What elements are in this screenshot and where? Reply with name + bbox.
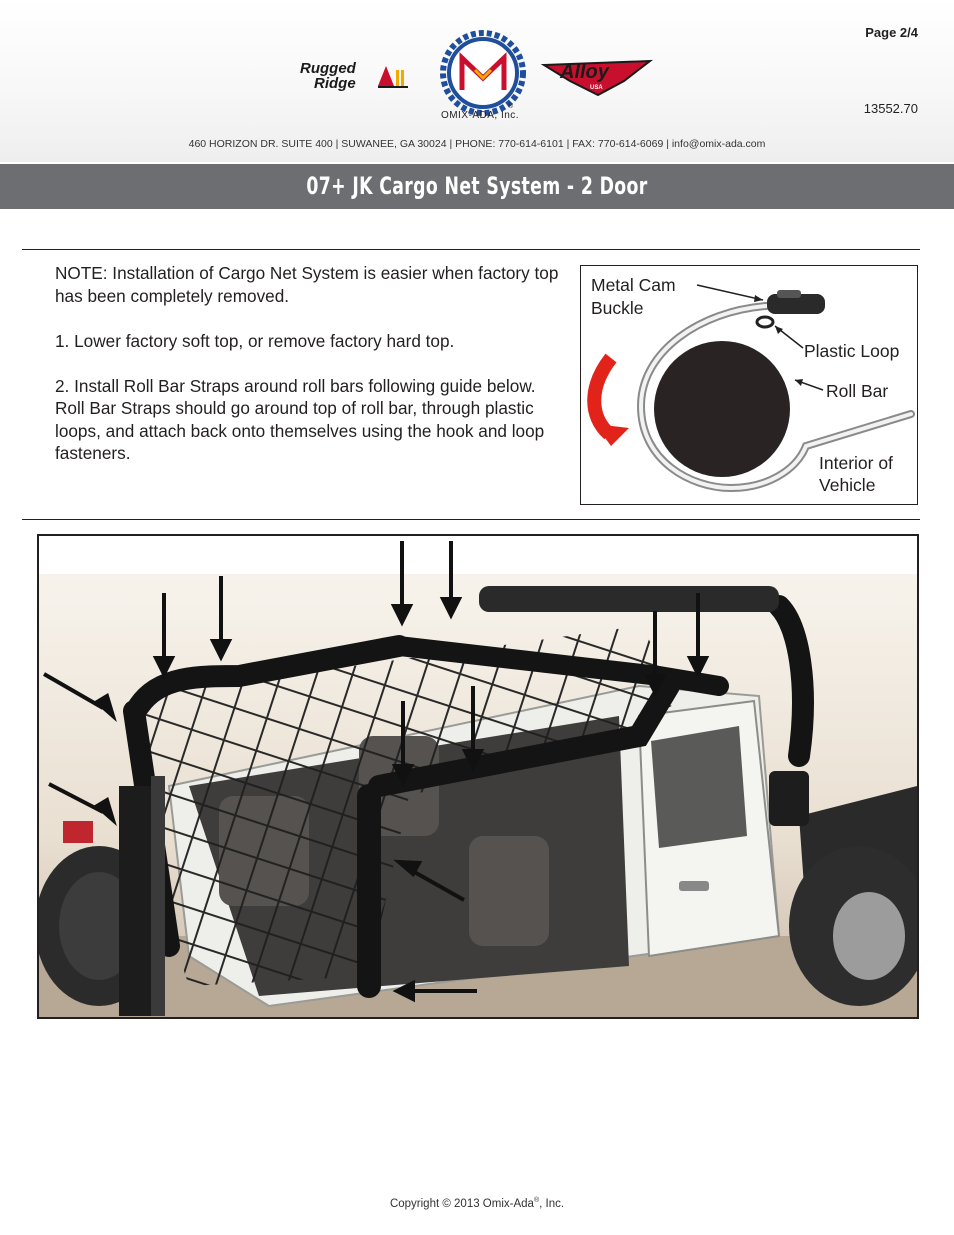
label-interior-line1: Interior of <box>819 453 893 473</box>
label-interior-line2: Vehicle <box>819 475 876 495</box>
omix-ada-gear-logo-icon <box>440 30 526 116</box>
jeep-photo-illustration <box>39 536 917 1017</box>
roll-bar-strap-diagram <box>580 265 918 505</box>
label-metal-cam-line1: Metal Cam <box>591 275 676 295</box>
instructions <box>55 262 560 487</box>
alloy-usa-logo <box>540 55 654 99</box>
copyright-footer <box>0 1197 954 1210</box>
label-metal-cam-line2: Buckle <box>591 298 644 318</box>
top-divider <box>22 249 920 250</box>
roll-bar-circle <box>654 341 790 477</box>
install-note: NOTE: Installation of Cargo Net System is easier when factory top has been completely removed. <box>55 263 559 306</box>
rugged-ridge-logo-line1: Rugged <box>300 60 356 77</box>
omix-registered-mark: ® <box>508 103 514 110</box>
page-title: 07+ JK Cargo Net System - 2 Door <box>306 172 648 200</box>
page-number: Page 2/4 <box>865 25 918 40</box>
middle-divider <box>22 519 920 520</box>
part-number: 13552.70 <box>863 101 918 116</box>
rotation-arrow-icon <box>594 358 611 434</box>
rugged-ridge-mark-icon <box>376 64 410 88</box>
company-address: 460 HORIZON DR. SUITE 400 | SUWANEE, GA 30024 | PHONE: 770-614-6101 | FAX: 770-614-6069 | info@omix-ada.com <box>188 138 766 150</box>
copyright-reg: ® <box>533 1197 540 1204</box>
step-1: 1. Lower factory soft top, or remove factory hard top. <box>55 330 455 351</box>
copyright-prefix: Copyright © 2013 Omix-Ada <box>389 1197 534 1210</box>
step-2: 2. Install Roll Bar Straps around roll bars following guide below. Roll Bar Straps should go around top of roll bar, through plastic loops, and attach back onto themselves using the hook and loop fasteners. <box>55 375 545 463</box>
alloy-logo-sub: USA <box>590 85 603 91</box>
label-roll-bar: Roll Bar <box>826 381 889 401</box>
omix-ada-name: OMIX-ADA, Inc. <box>440 110 520 121</box>
rugged-ridge-logo-line2: Ridge <box>314 75 356 92</box>
plastic-loop-icon <box>757 317 773 327</box>
alloy-logo-text: Alloy <box>560 61 609 83</box>
jeep-cargo-net-photo <box>37 534 919 1019</box>
label-plastic-loop: Plastic Loop <box>804 341 900 361</box>
copyright-suffix: , Inc. <box>539 1197 565 1210</box>
rugged-ridge-logo <box>298 60 414 92</box>
